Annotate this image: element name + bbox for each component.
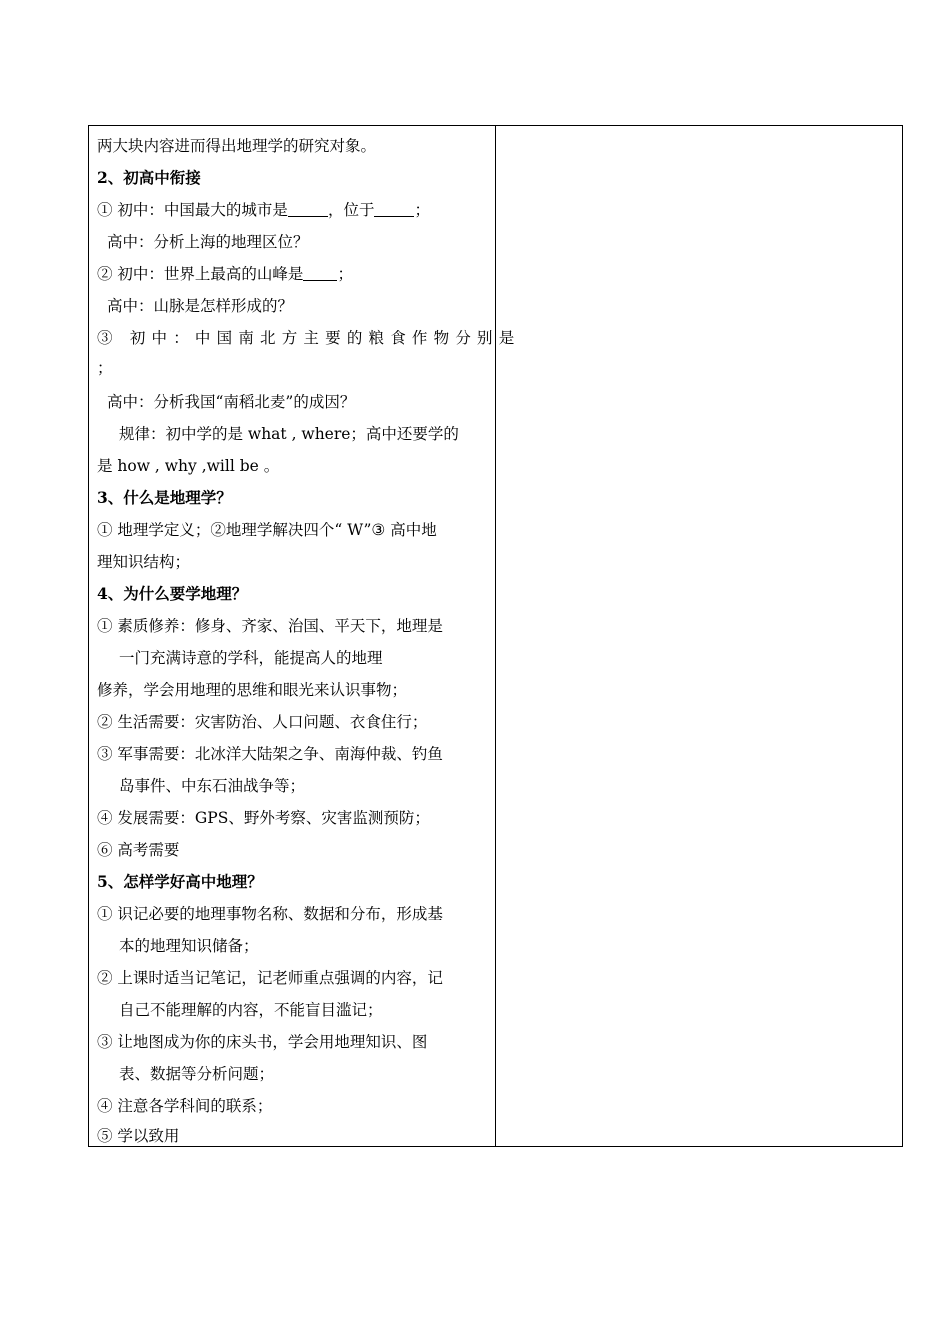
section-heading: 5、怎样学好高中地理？ bbox=[97, 872, 263, 891]
fill-blank bbox=[374, 201, 414, 217]
text-line: 本的地理知识储备； bbox=[119, 937, 259, 955]
text-line: ③ 军事需要：北冰洋大陆架之争、南海仲裁、钓鱼 bbox=[97, 745, 443, 763]
text-line: ⑤ 学以致用 bbox=[97, 1127, 180, 1145]
section-heading: 2、初高中衔接 bbox=[97, 168, 201, 187]
text-line: ③ 让地图成为你的床头书，学会用地理知识、图 bbox=[97, 1033, 428, 1051]
text-line: 表、数据等分析问题； bbox=[119, 1065, 275, 1083]
text-line: ② 初中：世界上最高的山峰是 ； bbox=[97, 265, 353, 283]
text-line: ① 识记必要的地理事物名称、数据和分布，形成基 bbox=[97, 905, 443, 923]
text-line: ② 生活需要：灾害防治、人口问题、衣食住行； bbox=[97, 713, 428, 731]
text-line: ③ 初中：中国南北方主要的粮食作物分别是 bbox=[97, 329, 521, 347]
text-line: 高中：分析我国“南稻北麦”的成因？ bbox=[107, 393, 356, 411]
text-line: 一门充满诗意的学科，能提高人的地理 bbox=[119, 649, 383, 667]
text-line: ① 初中：中国最大的城市是 ，位于 ； bbox=[97, 201, 430, 219]
table-cell-left bbox=[89, 126, 521, 1146]
text-line: 规律：初中学的是 what , where；高中还要学的 bbox=[119, 425, 459, 443]
text-line: 是 how , why ,will be 。 bbox=[97, 457, 280, 475]
text-line: ； bbox=[97, 359, 113, 377]
text-line: 岛事件、中东石油战争等； bbox=[119, 777, 306, 795]
text-line: ① 地理学定义；②地理学解决四个“ W”③ 高中地 bbox=[97, 521, 437, 539]
text-line: ② 上课时适当记笔记，记老师重点强调的内容，记 bbox=[97, 969, 443, 987]
text-line: ⑥ 高考需要 bbox=[97, 841, 180, 859]
section-heading: 3、什么是地理学？ bbox=[97, 488, 232, 507]
text-line: ① 素质修养：修身、齐家、治国、平天下，地理是 bbox=[97, 617, 443, 635]
table-cell-right bbox=[496, 126, 902, 1146]
text-line: 两大块内容进而得出地理学的研究对象。 bbox=[97, 137, 377, 155]
text-line: 高中：山脉是怎样形成的？ bbox=[107, 297, 294, 315]
fill-blank bbox=[288, 201, 328, 217]
text-line: ④ 发展需要：GPS、野外考察、灾害监测预防； bbox=[97, 809, 430, 827]
text-line: 修养，学会用地理的思维和眼光来认识事物； bbox=[97, 681, 408, 699]
fill-blank bbox=[303, 265, 337, 281]
text-line: 自己不能理解的内容，不能盲目滥记； bbox=[119, 1001, 383, 1019]
section-heading: 4、为什么要学地理？ bbox=[97, 584, 248, 603]
text-line: ④ 注意各学科间的联系； bbox=[97, 1097, 273, 1115]
content-table bbox=[88, 125, 903, 1147]
text-line: 高中：分析上海的地理区位？ bbox=[107, 233, 309, 251]
text-line: 理知识结构； bbox=[97, 553, 191, 571]
